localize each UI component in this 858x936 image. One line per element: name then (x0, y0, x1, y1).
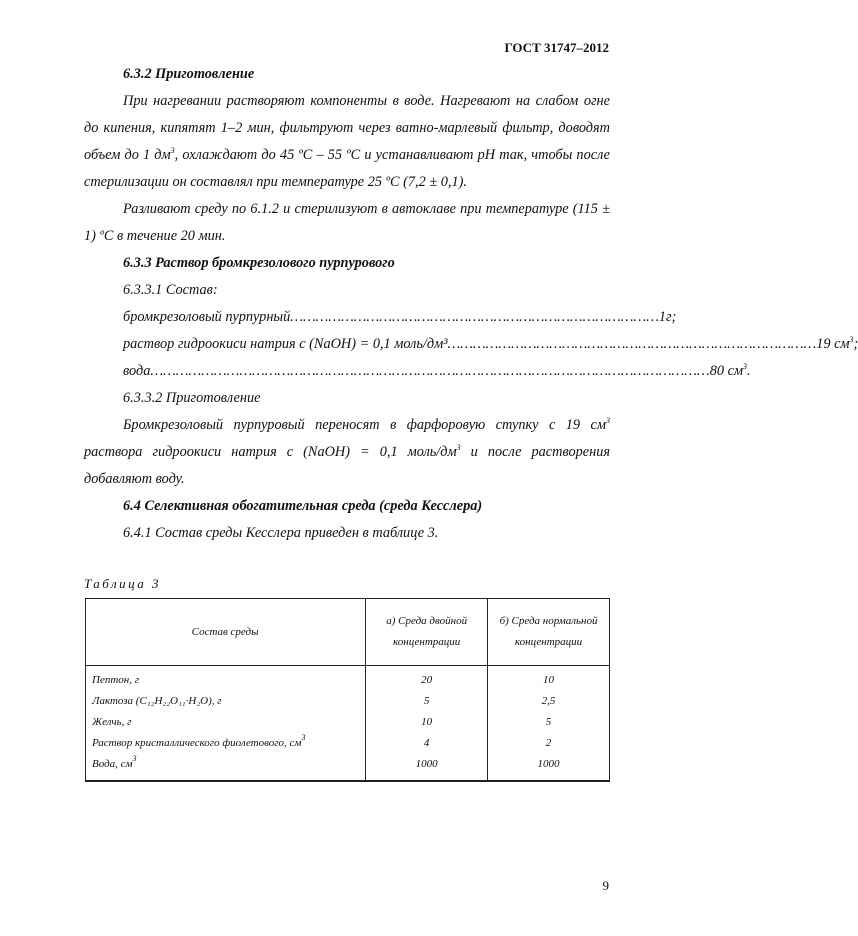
normal-value: 1000 (488, 754, 610, 781)
normal-value: 10 (488, 666, 610, 692)
header-normal-concentration: б) Среда нормальной концентрации (488, 599, 610, 666)
ingredient-name: Желчь, г (86, 712, 366, 733)
double-value: 10 (366, 712, 488, 733)
ingredient-name: Пептон, г (86, 666, 366, 692)
ingredient-name: Вода, $см^3$ (86, 754, 366, 781)
table-row (86, 754, 610, 781)
double-value: 1000 (366, 754, 488, 781)
normal-value: 5 (488, 712, 610, 733)
table-row (86, 666, 610, 692)
composition-title: 6.3.3.1 Состав: (123, 282, 218, 298)
normal-value: 2,5 (488, 691, 610, 712)
ingredient-name: Раствор кристаллического фиолетового, $см^3$ (86, 733, 366, 754)
header-double-concentration: а) Среда двойной концентрации (366, 599, 488, 666)
section-heading-6-3-2: 6.3.2 Приготовление (123, 66, 255, 82)
table-caption: Таблица 3 (84, 576, 162, 591)
paragraph-preparation: При нагревании растворяют компоненты в воде. Нагревают на слабом огне до кипения, кипятят 1–2 мин, фильтруют через ватно-марлевый фильтр, доводят объем до 1 $дм^3$, охлаждают до 45 ºC – 55 ºC и устанавливают pH так, чтобы после стерилизации он составлял при температуре 25 ºC (7,2 ± 0,1). (84, 93, 611, 190)
table-header-row (86, 599, 610, 666)
composition-item: вода …………………………………………………………………………………………………………………… 80 $см^3$. (123, 362, 751, 379)
ingredient-name: Лактоза (C₁₂H₂₂O₁₁·H₂O), г (86, 691, 366, 712)
header-composition: Состав среды (86, 599, 366, 666)
composition-item: раствор гидроокиси натрия с (NaOH) = 0,1 моль/дм³ …………………………………………………………………………… 19 $см^3$; (123, 335, 858, 352)
double-value: 20 (366, 666, 488, 692)
preparation-title: 6.3.3.2 Приготовление (123, 390, 261, 406)
composition-table (85, 598, 610, 782)
double-value: 4 (366, 733, 488, 754)
composition-item: бромкрезоловый пурпурный …………………………………………………………………………… 1г; (123, 309, 677, 325)
table-reference-text: 6.4.1 Состав среды Кесслера приведен в таблице 3. (123, 525, 439, 541)
document-code: ГОСТ 31747–2012 (504, 40, 609, 55)
paragraph-indicator-preparation: Бромкрезоловый пурпуровый переносят в фарфоровую ступку с 19 $см^3$ раствора гидроокиси натрия с (NaOH) = 0,1 моль/$дм^3$ и после растворения добавляют воду. (84, 416, 610, 487)
paragraph-sterilization: Разливают среду по 6.1.2 и стерилизуют в автоклаве при температуре (115 ± 1) ºC в течение 20 мин. (84, 201, 610, 244)
section-heading-6-4: 6.4 Селективная обогатительная среда (среда Кесслера) (123, 498, 483, 514)
table-row (86, 691, 610, 712)
page-number: 9 (602, 878, 609, 893)
table-row (86, 712, 610, 733)
body-text (84, 61, 858, 547)
double-value: 5 (366, 691, 488, 712)
normal-value: 2 (488, 733, 610, 754)
table-row (86, 733, 610, 754)
section-heading-6-3-3: 6.3.3 Раствор бромкрезолового пурпурового (123, 255, 395, 271)
